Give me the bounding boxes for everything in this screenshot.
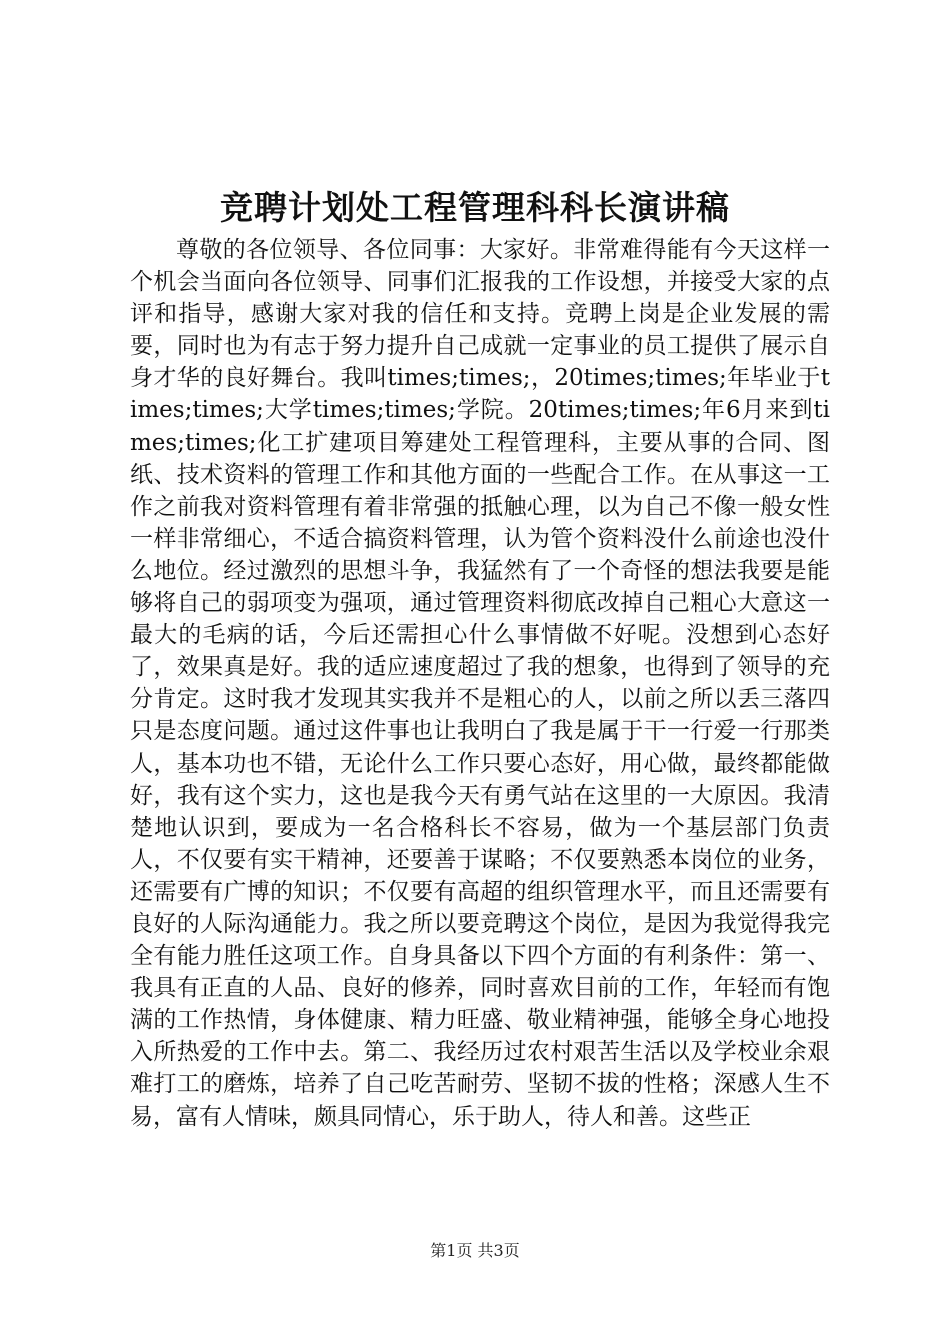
body-paragraph: 尊敬的各位领导、各位同事：大家好。非常难得能有今天这样一个机会当面向各位领导、同事们汇报我的工作设想，并接受大家的点评和指导，感谢大家对我的信任和支持。竞聘上岗是企业发展的需要，同时也为有志于努力提升自己成就一定事业的员工提供了展示自身才华的良好舞台。我叫times;times;，20times;times;年毕业于times;times;大学times;times;学院。20times;times;年6月来到times;times;化工扩建项目筹建处工程管理科，主要从事的合同、图纸、技术资料的管理工作和其他方面的一些配合工作。在从事这一工作之前我对资料管理有着非常强的抵触心理，以为自己不像一般女性一样非常细心，不适合搞资料管理，认为管个资料没什么前途也没什么地位。经过激烈的思想斗争，我猛然有了一个奇怪的想法我要是能够将自己的弱项变为强项，通过管理资料彻底改掉自己粗心大意这一最大的毛病的话，今后还需担心什么事情做不好呢。没想到心态好了，效果真是好。我的适应速度超过了我的想象，也得到了领导的充分肯定。这时我才发现其实我并不是粗心的人，以前之所以丢三落四只是态度问题。通过这件事也让我明白了我是属于干一行爱一行那类人，基本功也不错，无论什么工作只要心态好，用心做，最终都能做好，我有这个实力，这也是我今天有勇气站在这里的一大原因。我清楚地认识到，要成为一名合格科长不容易，做为一个基层部门负责人，不仅要有实干精神，还要善于谋略；不仅要熟悉本岗位的业务，还需要有广博的知识；不仅要有高超的组织管理水平，而且还需要有良好的人际沟通能力。我之所以要竞聘这个岗位，是因为我觉得我完全有能力胜任这项工作。自身具备以下四个方面的有利条件：第一、我具有正直的人品、良好的修养，同时喜欢目前的工作，年轻而有饱满的工作热情，身体健康、精力旺盛、敬业精神强，能够全身心地投入所热爱的工作中去。第二、我经历过农村艰苦生活以及学校业余艰难打工的磨炼，培养了自己吃苦耐劳、坚韧不拔的性格；深感人生不易，富有人情味，颇具同情心，乐于助人，待人和善。这些正 [130, 237, 830, 1130]
page-number: 第1页 [430, 1241, 473, 1260]
page-total: 共3页 [477, 1241, 520, 1260]
document-title: 竞聘计划处工程管理科科长演讲稿 [220, 188, 730, 227]
page-footer [0, 1240, 950, 1262]
